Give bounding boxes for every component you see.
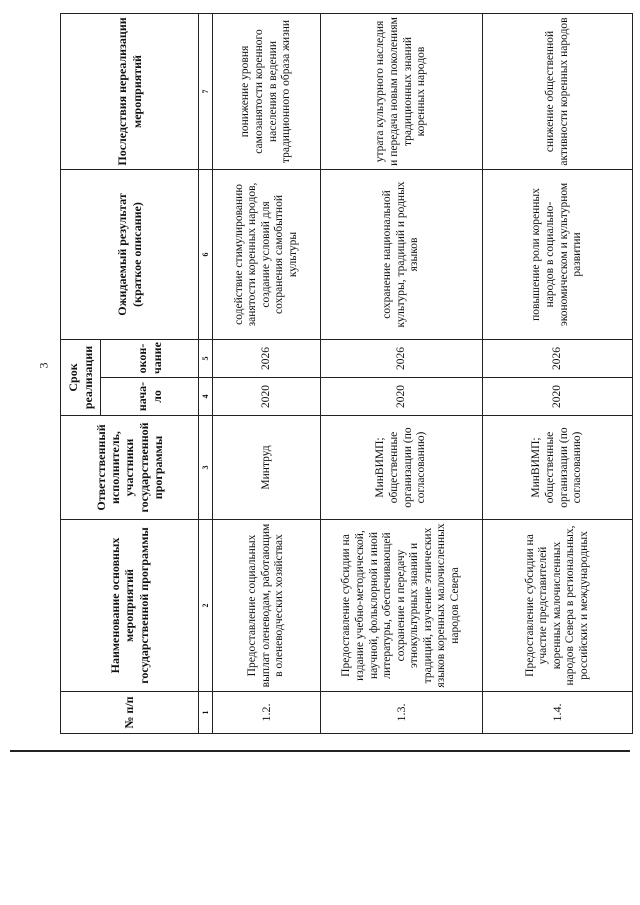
executor: МинВИМП; общественные организации (по согласованию) bbox=[483, 416, 633, 520]
column-number: 2 bbox=[199, 520, 213, 692]
executor: Минтруд bbox=[213, 416, 321, 520]
measure-name: Предоставление социальных выплат оленеводам, работающим в оленеводческих хозяйствах bbox=[213, 520, 321, 692]
start-year: 2020 bbox=[483, 378, 633, 416]
row-number: 1.3. bbox=[321, 692, 483, 734]
end-year: 2026 bbox=[321, 339, 483, 377]
end-year: 2026 bbox=[213, 339, 321, 377]
header-result: Ожидаемый результат (краткое описание) bbox=[61, 169, 199, 339]
header-num: № п/п bbox=[61, 692, 199, 734]
header-term: Срок реализации bbox=[61, 339, 101, 415]
page-number: 3 bbox=[36, 362, 51, 369]
row-number: 1.2. bbox=[213, 692, 321, 734]
column-number: 6 bbox=[199, 169, 213, 339]
column-number: 5 bbox=[199, 339, 213, 377]
header-consequences: Последствия нереализации мероприятий bbox=[61, 13, 199, 169]
bottom-divider bbox=[10, 750, 630, 752]
header-measure-name: Наименование основных мероприятий государственной программы bbox=[61, 520, 199, 692]
rotated-table-container bbox=[60, 14, 632, 734]
measure-name: Предоставление субсидии на участие представителей коренных малочисленных народов Севера в региональных, российских и международных bbox=[483, 520, 633, 692]
column-number: 3 bbox=[199, 416, 213, 520]
start-year: 2020 bbox=[321, 378, 483, 416]
header-executor: Ответственный исполнитель, участники государственной программы bbox=[61, 416, 199, 520]
expected-result: сохранение национальной культуры, традиций и родных языков bbox=[321, 169, 483, 339]
table-row bbox=[321, 13, 483, 733]
column-number: 7 bbox=[199, 13, 213, 169]
expected-result: содействие стимулированию занятости коренных народов, создание условий для сохранения самобытной культуры bbox=[213, 169, 321, 339]
end-year: 2026 bbox=[483, 339, 633, 377]
consequences: снижение общественной активности коренных народов bbox=[483, 13, 633, 169]
consequences: понижение уровня самозанятости коренного населения в ведении традиционного образа жизни bbox=[213, 13, 321, 169]
program-measures-table bbox=[60, 13, 633, 734]
consequences: утрата культурного наследия и передача новым поколениям традиционных знаний коренных народов bbox=[321, 13, 483, 169]
table-row bbox=[213, 13, 321, 733]
header-start: нача-ло bbox=[101, 378, 199, 416]
column-number: 1 bbox=[199, 692, 213, 734]
expected-result: повышение роли коренных народов в социально-экономическом и культурном развитии bbox=[483, 169, 633, 339]
measure-name: Предоставление субсидии на издание учебно-методической, научной, фольклорной и иной литературы, обеспечивающей сохранение и передачу этнокультурных знаний и традиций, изучение этнических языков коренных малочисленных народов Севера bbox=[321, 520, 483, 692]
executor: МинВИМП; общественные организации (по согласованию) bbox=[321, 416, 483, 520]
start-year: 2020 bbox=[213, 378, 321, 416]
header-end: окон-чание bbox=[101, 339, 199, 377]
column-number: 4 bbox=[199, 378, 213, 416]
row-number: 1.4. bbox=[483, 692, 633, 734]
table-row bbox=[483, 13, 633, 733]
